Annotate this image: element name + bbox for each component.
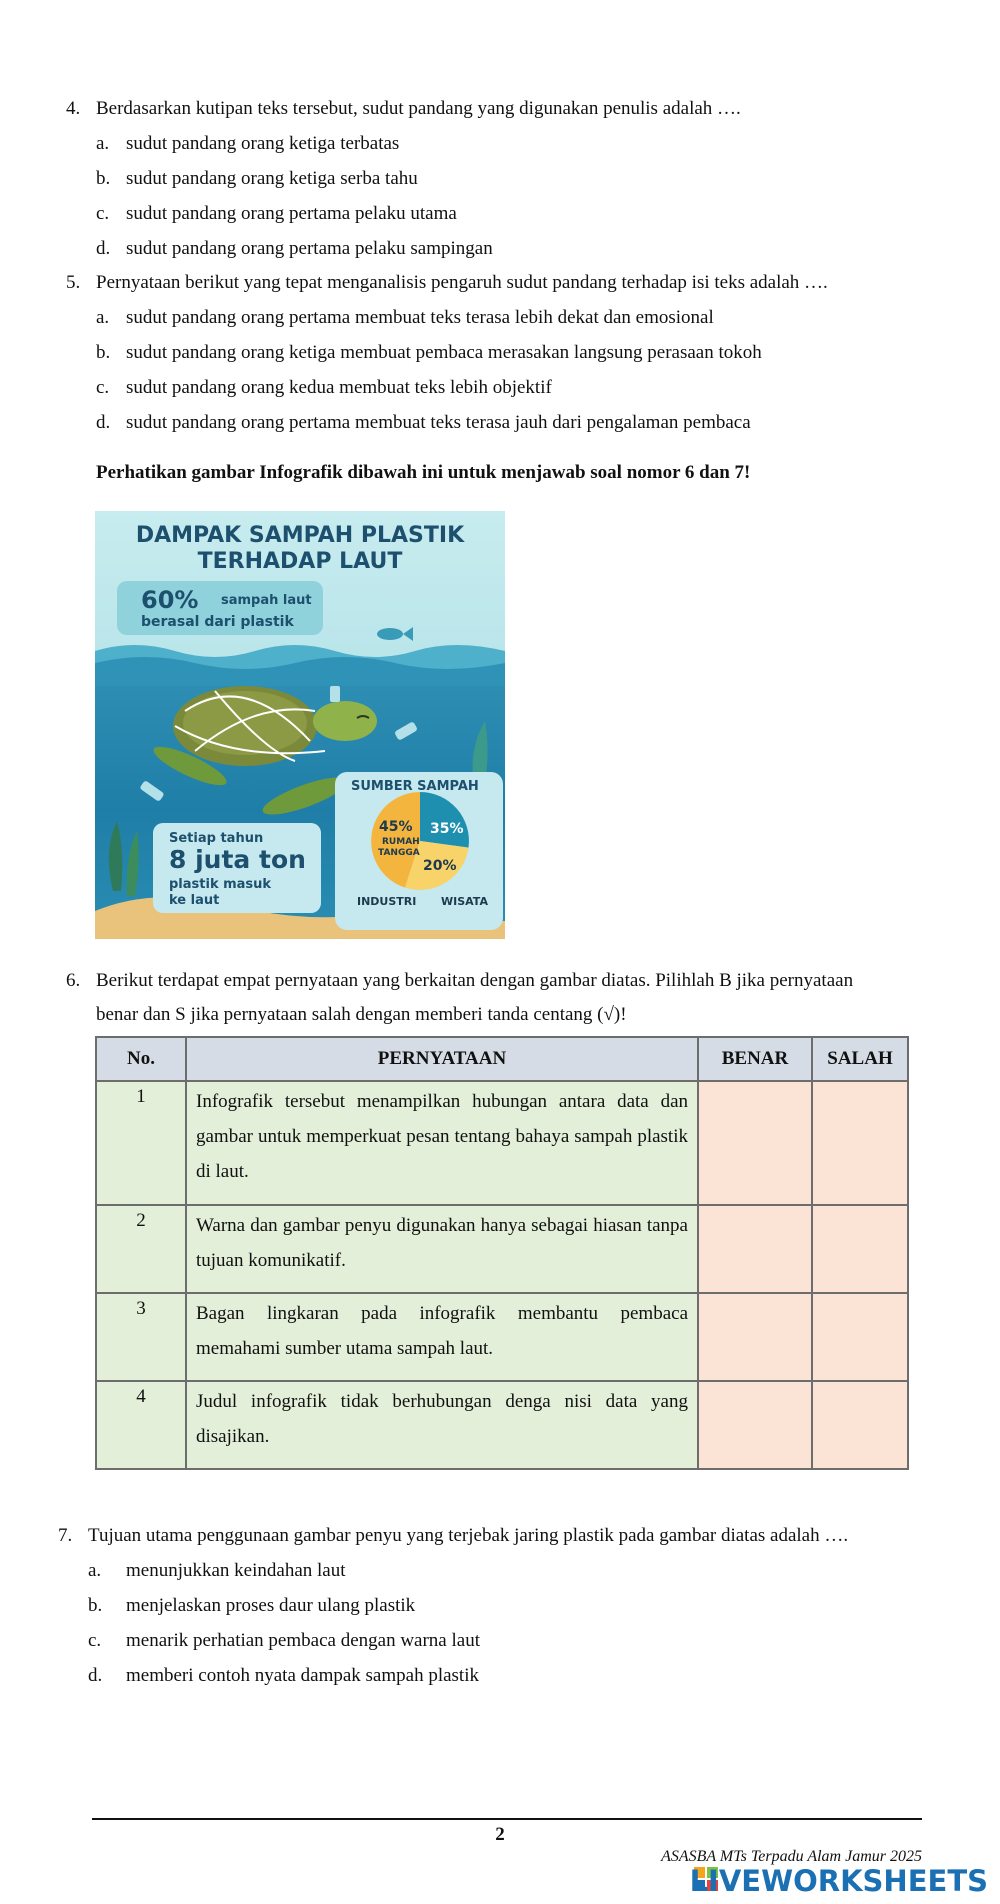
instruction-heading: Perhatikan gambar Infografik dibawah ini untuk menjawab soal nomor 6 dan 7!: [96, 462, 751, 483]
question-text: benar dan S jika pernyataan salah dengan memberi tanda centang (√)!: [96, 1004, 627, 1025]
plastic-waste-infographic: [95, 511, 505, 939]
pie-label-tourism: WISATA: [441, 895, 488, 908]
question-number: 5.: [66, 272, 81, 293]
row-statement: Judul infografik tidak berhubungan denga nisi data yang disajikan.: [186, 1381, 698, 1469]
false-answer-cell[interactable]: [812, 1205, 908, 1293]
option-text: sudut pandang orang kedua membuat teks lebih objektif: [126, 377, 552, 398]
question-number: 7.: [58, 1525, 73, 1546]
false-answer-cell[interactable]: [812, 1081, 908, 1205]
option-text: menjelaskan proses daur ulang plastik: [126, 1595, 416, 1616]
option-letter: d.: [88, 1665, 103, 1686]
pie-chart-title: SUMBER SAMPAH: [351, 779, 479, 794]
true-answer-cell[interactable]: [698, 1205, 812, 1293]
question-text: Tujuan utama penggunaan gambar penyu yang terjebak jaring plastik pada gambar diatas adalah ….: [88, 1525, 849, 1546]
header-no: No.: [96, 1037, 186, 1081]
option-letter: a.: [88, 1560, 102, 1581]
question-number: 4.: [66, 98, 81, 119]
page-number: 2: [495, 1824, 505, 1845]
table-header-row: [96, 1037, 908, 1081]
false-answer-cell[interactable]: [812, 1381, 908, 1469]
stat-label: Setiap tahun: [169, 831, 264, 846]
row-number: 2: [96, 1205, 186, 1293]
infographic-title-line1: DAMPAK SAMPAH PLASTIK: [135, 523, 465, 548]
stat-label: ke laut: [169, 893, 220, 908]
fish-icon: [377, 627, 413, 641]
option-letter: c.: [88, 1630, 102, 1651]
stat-label: berasal dari plastik: [141, 614, 294, 630]
option-letter: c.: [96, 377, 110, 398]
row-statement: Warna dan gambar penyu digunakan hanya sebagai hiasan tanpa tujuan komunikatif.: [186, 1205, 698, 1293]
option-text: sudut pandang orang pertama pelaku sampingan: [126, 238, 493, 259]
header-true: BENAR: [698, 1037, 812, 1081]
option-letter: b.: [96, 342, 111, 363]
option-text: menarik perhatian pembaca dengan warna laut: [126, 1630, 480, 1651]
footer-divider: [92, 1818, 922, 1820]
row-number: 3: [96, 1293, 186, 1381]
option-letter: b.: [88, 1595, 103, 1616]
stat-label: plastik masuk: [169, 877, 272, 892]
header-false: SALAH: [812, 1037, 908, 1081]
infographic-title-line2: TERHADAP LAUT: [197, 549, 403, 574]
table-row: [96, 1381, 908, 1469]
option-letter: d.: [96, 238, 111, 259]
false-answer-cell[interactable]: [812, 1293, 908, 1381]
option-letter: a.: [96, 307, 110, 328]
stat-value: 8 juta ton: [169, 845, 306, 874]
table-row: [96, 1293, 908, 1381]
row-number: 4: [96, 1381, 186, 1469]
option-letter: a.: [96, 133, 110, 154]
header-statement: PERNYATAAN: [186, 1037, 698, 1081]
true-answer-cell[interactable]: [698, 1081, 812, 1205]
pie-label-household-value: 45%: [379, 819, 413, 835]
footer-credit: ASASBA MTs Terpadu Alam Jamur 2025: [661, 1848, 922, 1865]
yearly-plastic-box: [153, 823, 321, 913]
stat-value: 60%: [141, 586, 199, 614]
option-text: sudut pandang orang pertama membuat teks terasa lebih dekat dan emosional: [126, 307, 714, 328]
pie-label-household: RUMAH: [382, 837, 420, 847]
option-letter: d.: [96, 412, 111, 433]
option-text: sudut pandang orang ketiga serba tahu: [126, 168, 418, 189]
option-text: memberi contoh nyata dampak sampah plastik: [126, 1665, 479, 1686]
row-number: 1: [96, 1081, 186, 1205]
question-number: 6.: [66, 970, 81, 991]
pie-label-household: TANGGA: [378, 848, 420, 858]
true-answer-cell[interactable]: [698, 1293, 812, 1381]
question-text: Berikut terdapat empat pernyataan yang berkaitan dengan gambar diatas. Pilihlah B jika pernyataan: [96, 970, 854, 991]
option-text: sudut pandang orang ketiga terbatas: [126, 133, 400, 154]
option-text: sudut pandang orang pertama membuat teks terasa jauh dari pengalaman pembaca: [126, 412, 751, 433]
liveworksheets-watermark[interactable]: LIVEWORKSHEETS: [689, 1864, 988, 1898]
option-text: sudut pandang orang pertama pelaku utama: [126, 203, 457, 224]
pie-label-industry-value: 35%: [430, 821, 464, 837]
option-text: menunjukkan keindahan laut: [126, 1560, 346, 1581]
statement-table: [95, 1036, 909, 1470]
option-letter: c.: [96, 203, 110, 224]
pie-label-industry: INDUSTRI: [357, 895, 417, 908]
row-statement: Infografik tersebut menampilkan hubungan antara data dan gambar untuk memperkuat pesan tentang bahaya sampah plastik di laut.: [186, 1081, 698, 1205]
pie-label-tourism-value: 20%: [423, 858, 457, 874]
row-statement: Bagan lingkaran pada infografik membantu pembaca memahami sumber utama sampah laut.: [186, 1293, 698, 1381]
option-letter: b.: [96, 168, 111, 189]
question-text: Pernyataan berikut yang tepat menganalisis pengaruh sudut pandang terhadap isi teks adalah ….: [96, 272, 828, 293]
question-text: Berdasarkan kutipan teks tersebut, sudut pandang yang digunakan penulis adalah ….: [96, 98, 741, 119]
stat-label: sampah laut: [221, 593, 312, 608]
table-row: [96, 1081, 908, 1205]
table-row: [96, 1205, 908, 1293]
option-text: sudut pandang orang ketiga membuat pembaca merasakan langsung perasaan tokoh: [126, 342, 762, 363]
true-answer-cell[interactable]: [698, 1381, 812, 1469]
plastic-percentage-box: [117, 581, 323, 635]
